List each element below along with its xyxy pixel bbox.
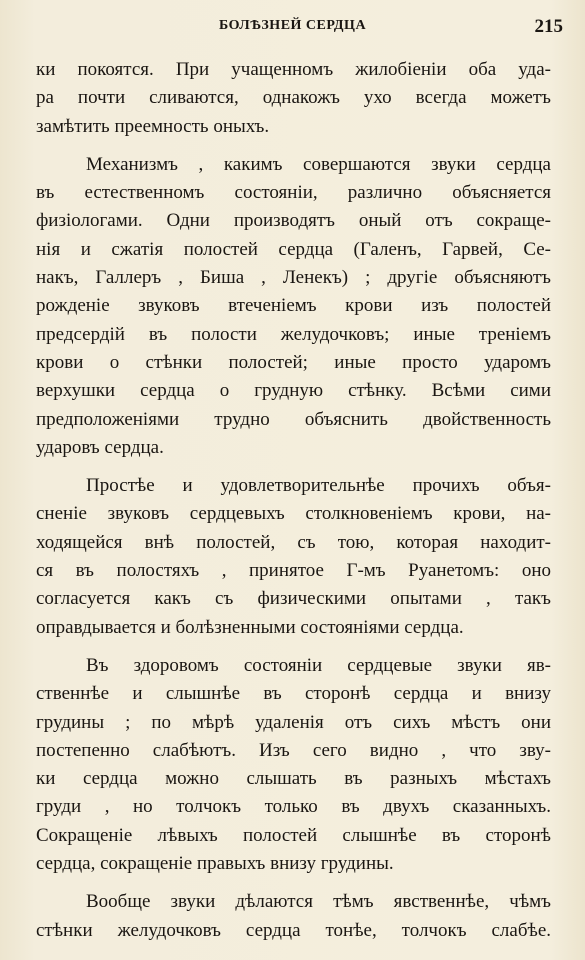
text-line: оправдывается и болѣзненными состояніями сердца. <box>36 616 464 638</box>
running-head: БОЛѢЗНЕЙ СЕРДЦА <box>218 18 367 33</box>
text-line: физіологами. Одни производятъ оный отъ сокраще- <box>36 210 551 232</box>
text-line: рожденіе звуковъ втеченіемъ крови изъ полостей <box>36 295 551 317</box>
text-line: Въ здоровомъ состояніи сердцевые звуки яв- <box>86 654 551 676</box>
text-line: предположеніями трудно объяснить двойственность <box>36 408 551 430</box>
paragraph <box>36 472 551 642</box>
text-line: ся въ полостяхъ , принятое Г-мъ Руанетомъ: оно <box>36 560 551 582</box>
text-line: ударовъ сердца. <box>36 436 164 458</box>
text-line: Простѣе и удовлетворительнѣе прочихъ объя- <box>86 475 551 497</box>
text-line: ра почти сливаются, однакожъ ухо всегда можетъ <box>36 87 551 109</box>
text-line: въ естественномъ состояніи, различно объясняется <box>36 182 551 204</box>
page-number: 215 <box>534 16 563 37</box>
paragraph <box>36 56 551 141</box>
text-line: замѣтить преемность оныхъ. <box>36 115 270 137</box>
text-line: Сокращеніе лѣвыхъ полостей слышнѣе въ сторонѣ <box>36 824 551 846</box>
text-line: предсердій въ полости желудочковъ; иные треніемъ <box>36 323 551 345</box>
text-line: ки покоятся. При учащенномъ жилобіеніи оба уда- <box>36 59 551 80</box>
text-line: ственнѣе и слышнѣе въ сторонѣ сердца и внизу <box>36 683 551 705</box>
text-line: верхушки сердца о грудную стѣнку. Всѣми сими <box>36 380 551 402</box>
text-line: ходящейся внѣ полостей, съ тою, которая находит- <box>36 531 551 553</box>
text-line: Вообще звуки дѣлаются тѣмъ явственнѣе, чѣмъ <box>86 891 551 913</box>
text-line: стѣнки желудочковъ сердца тонѣе, толчокъ слабѣе. <box>36 919 551 941</box>
text-line: крови о стѣнки полостей; иные просто ударомъ <box>36 351 551 373</box>
text-line: сердца, сокращеніе правыхъ внизу грудины. <box>36 853 394 875</box>
body-text <box>36 56 551 955</box>
text-line: ки сердца можно слышать въ разныхъ мѣстахъ <box>36 768 551 790</box>
text-line: Механизмъ , какимъ совершаются звуки сердца <box>86 153 551 175</box>
paragraph <box>36 652 551 878</box>
text-line: грудины ; по мѣрѣ удаленія отъ сихъ мѣстъ они <box>36 711 551 733</box>
text-line: сненіе звуковъ сердцевыхъ столкновеніемъ крови, на- <box>36 503 551 525</box>
text-line: накъ, Галлеръ , Биша , Ленекъ) ; другіе объясняютъ <box>36 267 551 289</box>
text-line: груди , но толчокъ только въ двухъ сказанныхъ. <box>36 796 551 818</box>
text-line: согласуется какъ съ физическими опытами , такъ <box>36 588 551 610</box>
page-header <box>0 16 585 40</box>
paragraph <box>36 151 551 462</box>
text-line: постепенно слабѣютъ. Изъ сего видно , что зву- <box>36 739 551 761</box>
text-line: нія и сжатія полостей сердца (Галенъ, Гарвей, Се- <box>36 238 551 260</box>
paragraph <box>36 888 551 945</box>
